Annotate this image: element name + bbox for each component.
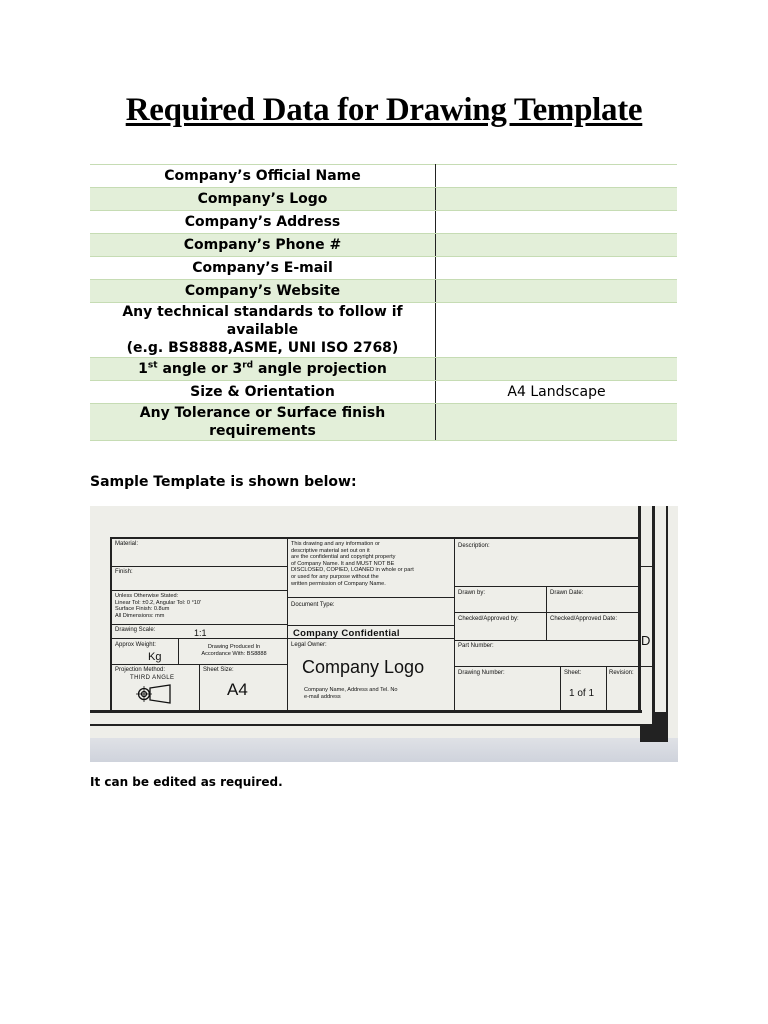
row-value <box>436 211 678 234</box>
row-label: Company’s E-mail <box>90 257 436 280</box>
checked-by-label: Checked/Approved by: <box>458 616 519 622</box>
drawing-number-label: Drawing Number: <box>458 670 505 676</box>
outer-frame-right <box>666 506 668 740</box>
row-label: Company’s Phone # <box>90 234 436 257</box>
row-value <box>436 165 678 188</box>
required-data-table <box>90 164 677 441</box>
divider <box>454 612 640 613</box>
standard-note: Drawing Produced In Accordance With: BS8888 <box>201 644 267 657</box>
table-row <box>90 358 677 381</box>
label-superscript: rd <box>242 360 254 371</box>
outer-frame-line <box>652 506 655 740</box>
sample-caption: Sample Template is shown below: <box>90 474 357 490</box>
row-value <box>436 303 678 358</box>
company-logo-text: Company Logo <box>302 657 425 677</box>
divider <box>110 590 287 591</box>
drawn-date-label: Drawn Date: <box>550 590 584 596</box>
label-superscript: st <box>147 360 158 371</box>
tolerance-note: Unless Otherwise Stated: Linear Tol: ±0.2, Angular Tol: 0 °10' Surface Finish: 0.8um All Dimensions: mm <box>115 593 202 619</box>
revision-label: Revision: <box>609 670 634 676</box>
row-label <box>90 358 436 381</box>
checked-date-label: Checked/Approved Date: <box>550 616 618 622</box>
scale-value: 1:1 <box>194 628 207 638</box>
divider <box>178 638 179 664</box>
row-label: Company’s Official Name <box>90 165 436 188</box>
label-part: angle projection <box>253 361 387 377</box>
sheet-value: 1 of 1 <box>569 688 595 699</box>
divider <box>560 666 561 711</box>
sheet-label: Sheet: <box>564 670 582 676</box>
divider <box>454 666 640 667</box>
table-row <box>90 303 677 358</box>
drawing-template-sample <box>90 506 678 762</box>
grid-letter: D <box>641 633 651 648</box>
document-type-label: Document Type: <box>291 602 335 608</box>
row-label: Size & Orientation <box>90 381 436 404</box>
divider <box>454 640 640 641</box>
row-label-line: (e.g. BS8888,ASME, UNI ISO 2768) <box>126 340 399 356</box>
label-part: angle or 3 <box>157 361 243 377</box>
finish-label: Finish: <box>115 569 133 575</box>
row-label <box>90 303 436 358</box>
legal-owner-label: Legal Owner: <box>291 642 327 648</box>
corner-block <box>653 712 667 726</box>
table-row <box>90 188 677 211</box>
table-row <box>90 257 677 280</box>
grid-tick <box>640 566 654 567</box>
page-title: Required Data for Drawing Template <box>125 92 643 128</box>
description-label: Description: <box>458 543 490 549</box>
company-confidential: Company Confidential <box>293 628 400 639</box>
divider <box>287 625 454 626</box>
projection-method-label: Projection Method: <box>115 667 166 673</box>
table-row <box>90 280 677 303</box>
confidential-disclaimer: This drawing and any information or descriptive material set out on it are the confidential and copyright property of Company Name. It and MUST NOT BE DISCLOSED, COPIED, LOANED in whole or part or used for any purpose without the written permission of Company Name. <box>291 541 414 587</box>
row-value <box>436 404 678 441</box>
row-label-line: Any technical standards to follow if available <box>122 304 403 338</box>
sheet-size-label: Sheet Size: <box>203 667 234 673</box>
weight-unit: Kg <box>148 651 162 663</box>
approx-weight-label: Approx Weight: <box>115 642 156 648</box>
row-label: Company’s Logo <box>90 188 436 211</box>
corner-block <box>640 726 668 742</box>
row-label: Company’s Website <box>90 280 436 303</box>
divider <box>287 537 288 711</box>
divider <box>287 597 454 598</box>
divider <box>199 664 200 711</box>
label-part: 1 <box>138 361 148 377</box>
titleblock-top <box>110 537 640 539</box>
divider <box>110 624 287 625</box>
divider <box>606 666 607 711</box>
row-value <box>436 257 678 280</box>
row-value <box>436 280 678 303</box>
divider <box>546 586 547 640</box>
table-row <box>90 234 677 257</box>
row-value <box>436 358 678 381</box>
third-angle-label: THIRD ANGLE <box>130 675 175 681</box>
row-label: Company’s Address <box>90 211 436 234</box>
grid-tick <box>640 666 654 667</box>
company-details: Company Name, Address and Tel. No e-mail address <box>304 687 398 700</box>
part-number-label: Part Number: <box>458 643 494 649</box>
table-row <box>90 165 677 188</box>
divider <box>110 638 455 639</box>
table-row <box>90 211 677 234</box>
table-row <box>90 404 677 441</box>
sheet-size-value: A4 <box>227 680 248 699</box>
third-angle-projection-icon <box>136 684 172 704</box>
outer-frame-bottom <box>90 724 668 726</box>
table-row <box>90 381 677 404</box>
divider <box>454 537 455 711</box>
drawn-by-label: Drawn by: <box>458 590 486 596</box>
template-shadow <box>90 738 678 762</box>
edit-caption: It can be edited as required. <box>90 775 283 789</box>
divider <box>110 664 287 665</box>
row-label: Any Tolerance or Surface finish requirements <box>90 404 436 441</box>
divider <box>110 566 287 567</box>
row-value <box>436 188 678 211</box>
material-label: Material: <box>115 541 139 547</box>
drawing-scale-label: Drawing Scale: <box>115 627 156 633</box>
row-value: A4 Landscape <box>436 381 678 404</box>
row-value <box>436 234 678 257</box>
divider <box>454 586 640 587</box>
